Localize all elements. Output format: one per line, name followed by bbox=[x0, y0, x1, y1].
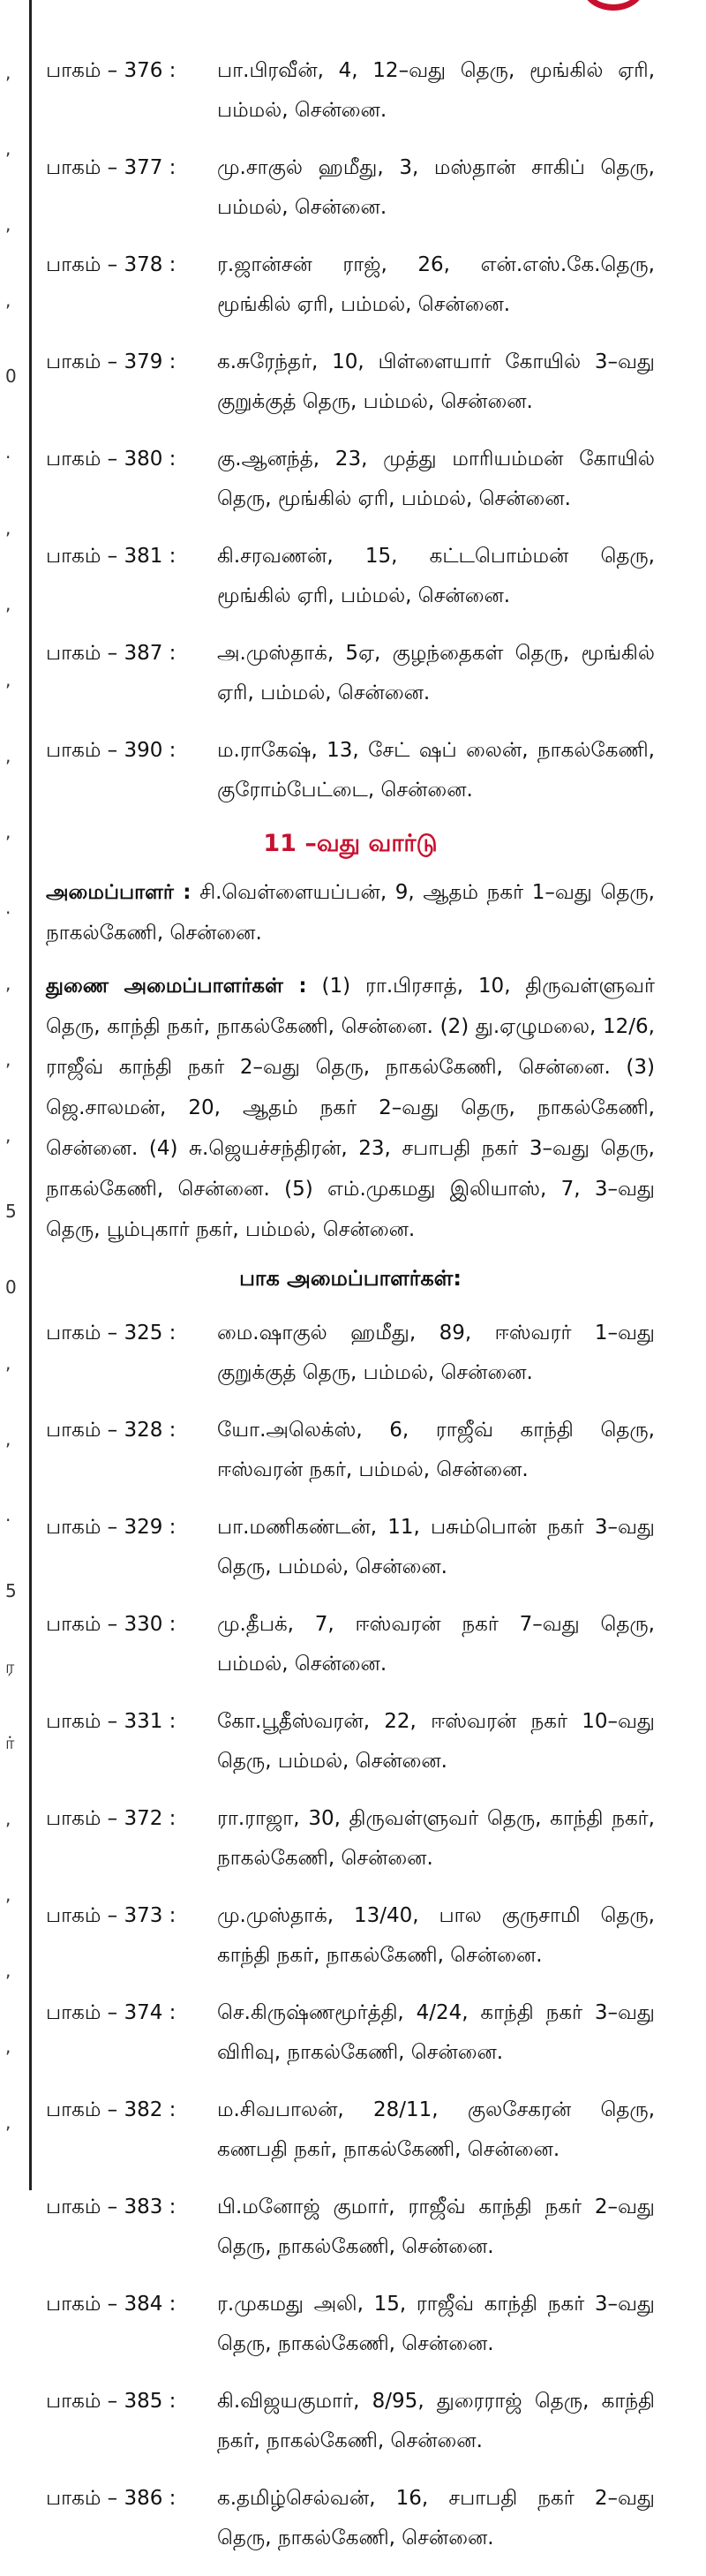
part-organizer-address: செ.கிருஷ்ணமூர்த்தி, 4/24, காந்தி நகர் 3–வது விரிவு, நாகல்கேணி, சென்னை. bbox=[217, 2001, 655, 2064]
edge-fragment: ர bbox=[5, 1656, 15, 1677]
part-organizer-address: யோ.அலெக்ஸ், 6, ராஜீவ் காந்தி தெரு, ஈஸ்வரன் நகர், பம்மல், சென்னை. bbox=[217, 1419, 655, 1481]
edge-fragment: , bbox=[5, 62, 11, 83]
part-number-label: பாகம் – 387 : bbox=[46, 642, 176, 665]
part-organizer-address: மு.தீபக், 7, ஈஸ்வரன் நகர் 7–வது தெரு, பம்மல், சென்னை. bbox=[217, 1613, 655, 1676]
edge-fragment: , bbox=[5, 1960, 11, 1981]
logo-emblem bbox=[582, 0, 644, 11]
part-number-label: பாகம் – 379 : bbox=[46, 350, 176, 373]
list-item bbox=[46, 634, 655, 713]
edge-fragment: , bbox=[5, 2112, 11, 2133]
article-column bbox=[46, 51, 655, 2576]
part-organizer-address: கி.சரவணன், 15, கட்டபொம்மன் தெரு, மூங்கில் ஏரி, பம்மல், சென்னை. bbox=[217, 545, 655, 607]
deputy-label: துணை அமைப்பாளர்கள் : bbox=[46, 975, 307, 998]
list-item bbox=[46, 245, 655, 325]
organizer-label: அமைப்பாளர் : bbox=[46, 881, 192, 904]
edge-fragment: , bbox=[5, 669, 11, 690]
part-number-label: பாகம் – 383 : bbox=[46, 2196, 176, 2218]
part-number-label: பாகம் – 385 : bbox=[46, 2390, 176, 2413]
part-number-label: பாகம் – 381 : bbox=[46, 545, 176, 568]
part-number-label: பாகம் – 325 : bbox=[46, 1322, 176, 1344]
part-number-label: பாகம் – 330 : bbox=[46, 1613, 176, 1636]
deputy-paragraph bbox=[46, 966, 655, 1250]
part-number-label: பாகம் – 377 : bbox=[46, 156, 176, 179]
edge-fragment: , bbox=[5, 1884, 11, 1905]
edge-fragment: ர் bbox=[5, 1732, 15, 1753]
edge-fragment: , bbox=[5, 290, 11, 311]
list-item bbox=[46, 1993, 655, 2073]
list-item bbox=[46, 1605, 655, 1684]
list-item bbox=[46, 1896, 655, 1976]
part-number-label: பாகம் – 328 : bbox=[46, 1419, 176, 1442]
edge-fragment: , bbox=[5, 214, 11, 235]
list-item bbox=[46, 148, 655, 228]
edge-fragment: , bbox=[5, 745, 11, 766]
part-number-label: பாகம் – 373 : bbox=[46, 1904, 176, 1927]
list-item bbox=[46, 1314, 655, 1393]
list-item bbox=[46, 51, 655, 131]
edge-fragment: , bbox=[5, 2036, 11, 2057]
entries-top-list bbox=[46, 51, 655, 810]
part-organizer-address: மை.ஷாகுல் ஹமீது, 89, ஈஸ்வரர் 1–வது குறுக்குத் தெரு, பம்மல், சென்னை. bbox=[217, 1322, 655, 1384]
adjacent-column-edge bbox=[0, 0, 32, 2190]
list-item bbox=[46, 343, 655, 422]
edge-fragment: , bbox=[5, 1808, 11, 1829]
edge-fragment: , bbox=[5, 1352, 11, 1374]
part-organizer-address: க.தமிழ்செல்வன், 16, சபாபதி நகர் 2–வது தெரு, நாகல்கேணி, சென்னை. bbox=[217, 2487, 655, 2550]
part-organizer-address: ர.ஜான்சன் ராஜ், 26, என்.எஸ்.கே.தெரு, மூங்கில் ஏரி, பம்மல், சென்னை. bbox=[217, 253, 655, 316]
section-heading: பாக அமைப்பாளர்கள்: bbox=[239, 1266, 462, 1291]
organizer-text: சி.வெள்ளையப்பன், 9, ஆதம் நகர் 1–வது தெரு, நாகல்கேணி, சென்னை. bbox=[46, 881, 655, 945]
part-organizer-address: ம.சிவபாலன், 28/11, குலசேகரன் தெரு, கணபதி நகர், நாகல்கேணி, சென்னை. bbox=[217, 2098, 655, 2161]
edge-fragment: , bbox=[5, 821, 11, 842]
part-organizer-address: ரா.ராஜா, 30, திருவள்ளுவர் தெரு, காந்தி நகர், நாகல்கேணி, சென்னை. bbox=[217, 1807, 655, 1870]
part-number-label: பாகம் – 331 : bbox=[46, 1710, 176, 1733]
list-item bbox=[46, 440, 655, 519]
edge-fragment: 5 bbox=[5, 1580, 17, 1601]
edge-fragment: , bbox=[5, 1049, 11, 1070]
edge-fragment: 0 bbox=[5, 365, 17, 387]
edge-fragment: , bbox=[5, 1125, 11, 1146]
ward-title: 11 –வது வார்டு bbox=[263, 830, 438, 857]
part-number-label: பாகம் – 386 : bbox=[46, 2487, 176, 2510]
list-item bbox=[46, 1702, 655, 1781]
edge-fragment: 0 bbox=[5, 1277, 17, 1298]
edge-fragment: , bbox=[5, 593, 11, 614]
list-item bbox=[46, 2188, 655, 2267]
part-organizer-address: பா.பிரவீன், 4, 12–வது தெரு, மூங்கில் ஏரி, பம்மல், சென்னை. bbox=[217, 59, 655, 122]
part-number-label: பாகம் – 382 : bbox=[46, 2098, 176, 2121]
edge-fragment: , bbox=[5, 517, 11, 539]
part-organizer-address: கு.ஆனந்த், 23, முத்து மாரியம்மன் கோயில் தெரு, மூங்கில் ஏரி, பம்மல், சென்னை. bbox=[217, 448, 655, 510]
part-organizer-address: அ.முஸ்தாக், 5ஏ, குழந்தைகள் தெரு, மூங்கில் ஏரி, பம்மல், சென்னை. bbox=[217, 642, 655, 704]
part-number-label: பாகம் – 374 : bbox=[46, 2001, 176, 2024]
edge-fragment: 5 bbox=[5, 1201, 17, 1222]
part-organizer-address: கோ.பூதீஸ்வரன், 22, ஈஸ்வரன் நகர் 10–வது தெரு, பம்மல், சென்னை. bbox=[217, 1710, 655, 1773]
edge-fragment: . bbox=[5, 1504, 11, 1525]
part-number-label: பாகம் – 329 : bbox=[46, 1516, 176, 1539]
list-item bbox=[46, 537, 655, 616]
edge-fragment: , bbox=[5, 973, 11, 994]
part-number-label: பாகம் – 378 : bbox=[46, 253, 176, 276]
part-organizer-address: மு.முஸ்தாக், 13/40, பால குருசாமி தெரு, காந்தி நகர், நாகல்கேணி, சென்னை. bbox=[217, 1904, 655, 1967]
part-number-label: பாகம் – 380 : bbox=[46, 448, 176, 471]
organizer-paragraph bbox=[46, 872, 655, 953]
part-number-label: பாகம் – 390 : bbox=[46, 739, 176, 762]
list-item bbox=[46, 1411, 655, 1490]
part-number-label: பாகம் – 376 : bbox=[46, 59, 176, 82]
part-organizer-address: ர.முகமது அலி, 15, ராஜீவ் காந்தி நகர் 3–வது தெரு, நாகல்கேணி, சென்னை. bbox=[217, 2293, 655, 2355]
list-item bbox=[46, 1799, 655, 1879]
list-item bbox=[46, 2090, 655, 2170]
entries-bottom-list bbox=[46, 1314, 655, 2558]
deputy-text: (1) ரா.பிரசாத், 10, திருவள்ளுவர் தெரு, காந்தி நகர், நாகல்கேணி, சென்னை. (2) து.ஏழுமலை, 12/6, ராஜீவ் காந்தி நகர் 2–வது தெரு, நாகல்கேணி, சென்னை. (3) ஜெ.சாலமன், 20, ஆதம் நகர் 2–வது தெரு, நாகல்கேணி, சென்னை. (4) சு.ஜெயச்சந்திரன், 23, சபாபதி நகர் 3–வது தெரு, நாகல்கேணி, சென்னை. (5) எம்.முகமது இலியாஸ், 7, 3–வது தெரு, பூம்புகார் நகர், பம்மல், சென்னை. bbox=[46, 975, 655, 1241]
part-organizer-address: பா.மணிகண்டன், 11, பசும்பொன் நகர் 3–வது தெரு, பம்மல், சென்னை. bbox=[217, 1516, 655, 1578]
part-organizer-address: க.சுரேந்தர், 10, பிள்ளையார் கோயில் 3–வது குறுக்குத் தெரு, பம்மல், சென்னை. bbox=[217, 350, 655, 413]
list-item bbox=[46, 1508, 655, 1587]
edge-fragment: . bbox=[5, 897, 11, 918]
list-item bbox=[46, 2382, 655, 2461]
edge-fragment: , bbox=[5, 138, 11, 159]
part-organizer-address: பி.மனோஜ் குமார், ராஜீவ் காந்தி நகர் 2–வது தெரு, நாகல்கேணி, சென்னை. bbox=[217, 2196, 655, 2258]
list-item bbox=[46, 2285, 655, 2364]
part-number-label: பாகம் – 372 : bbox=[46, 1807, 176, 1830]
list-item bbox=[46, 731, 655, 810]
list-item bbox=[46, 2479, 655, 2558]
part-organizer-address: ம.ராகேஷ், 13, சேட் ஷப் லைன், நாகல்கேணி, குரோம்பேட்டை, சென்னை. bbox=[217, 739, 655, 802]
part-organizer-address: கி.விஜயகுமார், 8/95, துரைராஜ் தெரு, காந்தி நகர், நாகல்கேணி, சென்னை. bbox=[217, 2390, 655, 2452]
edge-fragment: . bbox=[5, 441, 11, 463]
part-number-label: பாகம் – 384 : bbox=[46, 2293, 176, 2316]
part-organizer-address: மு.சாகுல் ஹமீது, 3, மஸ்தான் சாகிப் தெரு, பம்மல், சென்னை. bbox=[217, 156, 655, 219]
edge-fragment: , bbox=[5, 1428, 11, 1450]
